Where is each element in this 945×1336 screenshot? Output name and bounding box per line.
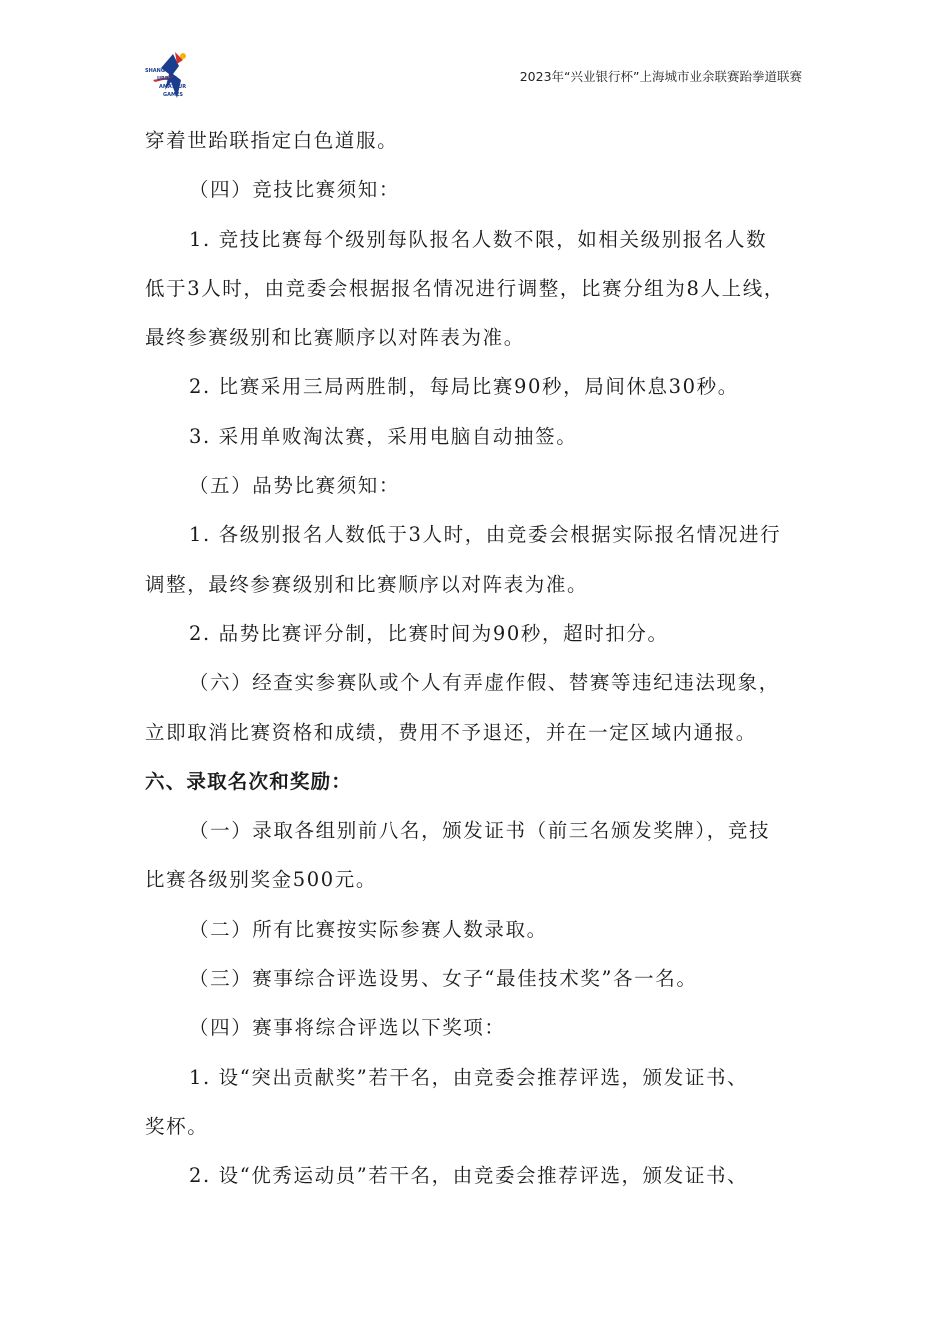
section-subheading: （五）品势比赛须知： [189, 474, 401, 498]
paragraph-line: 1. 竞技比赛每个级别每队报名人数不限，如相关级别报名人数 [189, 227, 768, 251]
section-subheading: （四）竞技比赛须知： [189, 178, 401, 202]
paragraph-line: 穿着世跆联指定白色道服。 [145, 129, 399, 152]
section-heading: 六、录取名次和奖励： [145, 769, 353, 793]
logo-icon [143, 50, 199, 102]
document-body [145, 121, 801, 1206]
paragraph-line: 比赛各级别奖金500元。 [145, 868, 377, 892]
svg-text:SHANG: SHANG [145, 68, 165, 74]
paragraph-line: （三）赛事综合评选设男、女子“最佳技术奖”各一名。 [189, 967, 698, 991]
svg-text:GAMES: GAMES [163, 92, 183, 98]
header-title: 2023年“兴业银行杯”上海城市业余联赛跆拳道联赛 [519, 69, 802, 84]
paragraph-line: （二）所有比赛按实际参赛人数录取。 [189, 917, 548, 941]
paragraph-line: 2. 设“优秀运动员”若干名，由竞委会推荐评选，颁发证书、 [189, 1164, 749, 1188]
paragraph-line: 奖杯。 [145, 1114, 209, 1138]
paragraph-line: 1. 各级别报名人数低于3人时，由竞委会根据实际报名情况进行 [189, 523, 782, 547]
paragraph-line: 3. 采用单败淘汰赛，采用电脑自动抽签。 [189, 424, 578, 448]
paragraph-line: 最终参赛级别和比赛顺序以对阵表为准。 [145, 326, 525, 350]
paragraph-line: 2. 品势比赛评分制，比赛时间为90秒，超时扣分。 [189, 621, 669, 645]
paragraph-line: （一）录取各组别前八名，颁发证书（前三名颁发奖牌），竞技 [189, 819, 771, 843]
event-logo [143, 50, 199, 102]
paragraph-line: （六）经查实参赛队或个人有弄虚作假、替赛等违纪违法现象， [189, 671, 780, 695]
paragraph-line: 1. 设“突出贡献奖”若干名，由竞委会推荐评选，颁发证书、 [189, 1065, 749, 1089]
paragraph-line: 调整，最终参赛级别和比赛顺序以对阵表为准。 [145, 572, 589, 596]
paragraph-line: 立即取消比赛资格和成绩，费用不予退还，并在一定区域内通报。 [145, 720, 757, 744]
paragraph-line: （四）赛事将综合评选以下奖项： [189, 1016, 506, 1040]
paragraph-line: 2. 比赛采用三局两胜制，每局比赛90秒，局间休息30秒。 [189, 375, 739, 399]
svg-text:AMATEUR: AMATEUR [159, 84, 187, 90]
svg-text:URBAN: URBAN [157, 76, 177, 82]
paragraph-line: 低于3人时，由竞委会根据报名情况进行调整，比赛分组为8人上线， [145, 276, 785, 300]
